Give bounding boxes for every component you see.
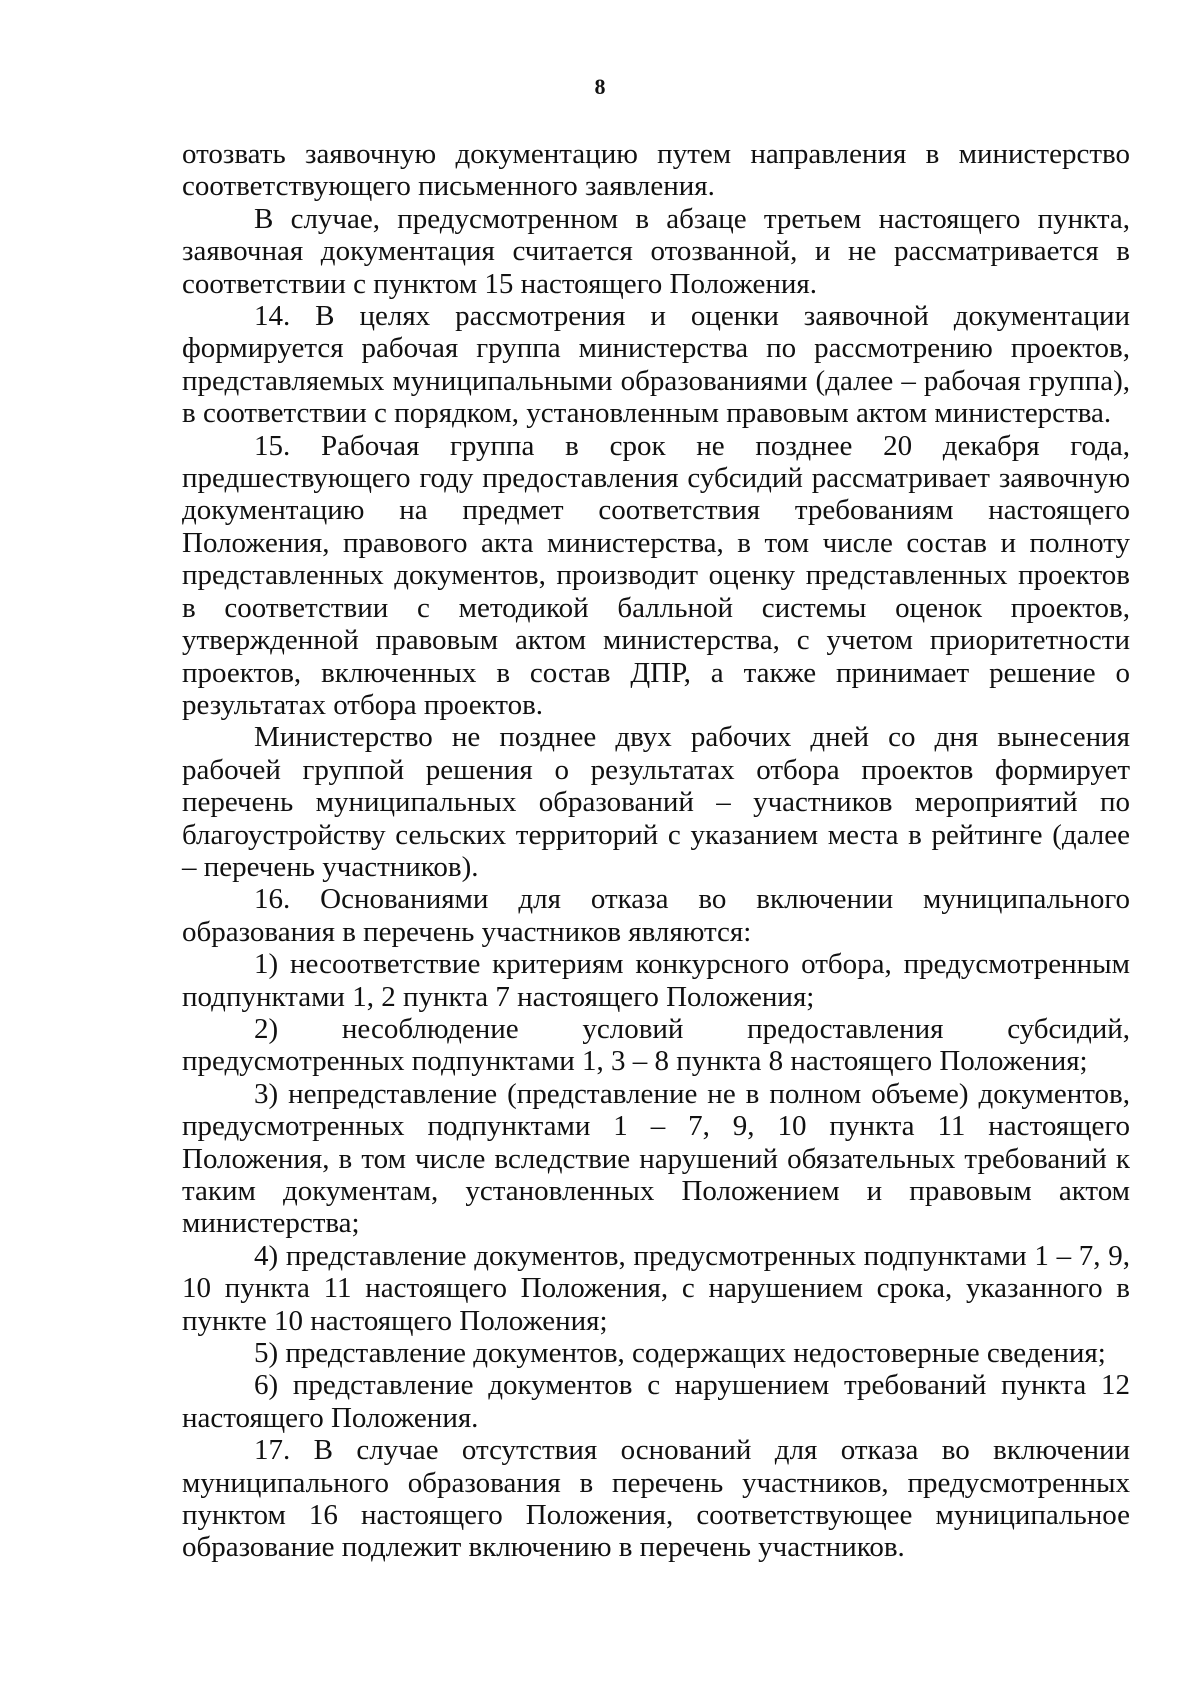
paragraph-17: 17. В случае отсутствия оснований для отказа во включении муниципального образования в перечень участников, предусмотренных пунктом 16 настоящего Положения, соответствующее муниципальное образование подлежит включению в перечень участников. [182,1434,1130,1564]
paragraph-14: 14. В целях рассмотрения и оценки заявочной документации формируется рабочая группа министерства по рассмотрению проектов, представляемых муниципальными образованиями (далее – рабочая группа), в соответствии с порядком, установленным правовым актом министерства. [182,300,1130,430]
paragraph-16-item-4: 4) представление документов, предусмотренных подпунктами 1 – 7, 9, 10 пункта 11 настоящего Положения, с нарушением срока, указанного в пункте 10 настоящего Положения; [182,1239,1130,1337]
paragraph-continuation: отозвать заявочную документацию путем направления в министерство соответствующего письменного заявления. [182,138,1130,203]
paragraph-16-item-1: 1) несоответствие критериям конкурсного отбора, предусмотренным подпунктами 1, 2 пункта 7 настоящего Положения; [182,948,1130,1013]
page-number: 8 [594,74,606,99]
paragraph-16: 16. Основаниями для отказа во включении муниципального образования в перечень участников являются: [182,883,1130,948]
paragraph-15: 15. Рабочая группа в срок не позднее 20 декабря года, предшествующего году предоставления субсидий рассматривает заявочную документацию на предмет соответствия требованиям настоящего Положения, правового акта министерства, в том числе состав и полноту представленных документов, производит оценку представленных проектов в соответствии с методикой балльной системы оценок проектов, утвержденной правовым актом министерства, с учетом приоритетности проектов, включенных в состав ДПР, а также принимает решение о результатах отбора проектов. [182,429,1130,721]
paragraph-16-item-2: 2) несоблюдение условий предоставления субсидий, предусмотренных подпунктами 1, 3 – 8 пункта 8 настоящего Положения; [182,1012,1130,1078]
paragraph-ministry-list: Министерство не позднее двух рабочих дней со дня вынесения рабочей группой решения о результатах отбора проектов формирует перечень муниципальных образований – участников мероприятий по благоустройству сельских территорий с указанием места в рейтинге (далее – перечень участников). [182,721,1130,883]
paragraph-16-item-6: 6) представление документов с нарушением требований пункта 12 настоящего Положения. [182,1369,1130,1434]
paragraph-16-item-5: 5) представление документов, содержащих недостоверные сведения; [254,1337,1106,1370]
paragraph-16-item-3: 3) непредставление (представление не в полном объеме) документов, предусмотренных подпунктами 1 – 7, 9, 10 пункта 11 настоящего Положения, в том числе вследствие нарушений обязательных требований к таким документам, установленных Положением и правовым актом министерства; [182,1077,1130,1240]
paragraph-withdrawal-case: В случае, предусмотренном в абзаце третьем настоящего пункта, заявочная документация считается отозванной, и не рассматривается в соответствии с пунктом 15 настоящего Положения. [182,202,1130,300]
document-body [182,138,1130,1564]
